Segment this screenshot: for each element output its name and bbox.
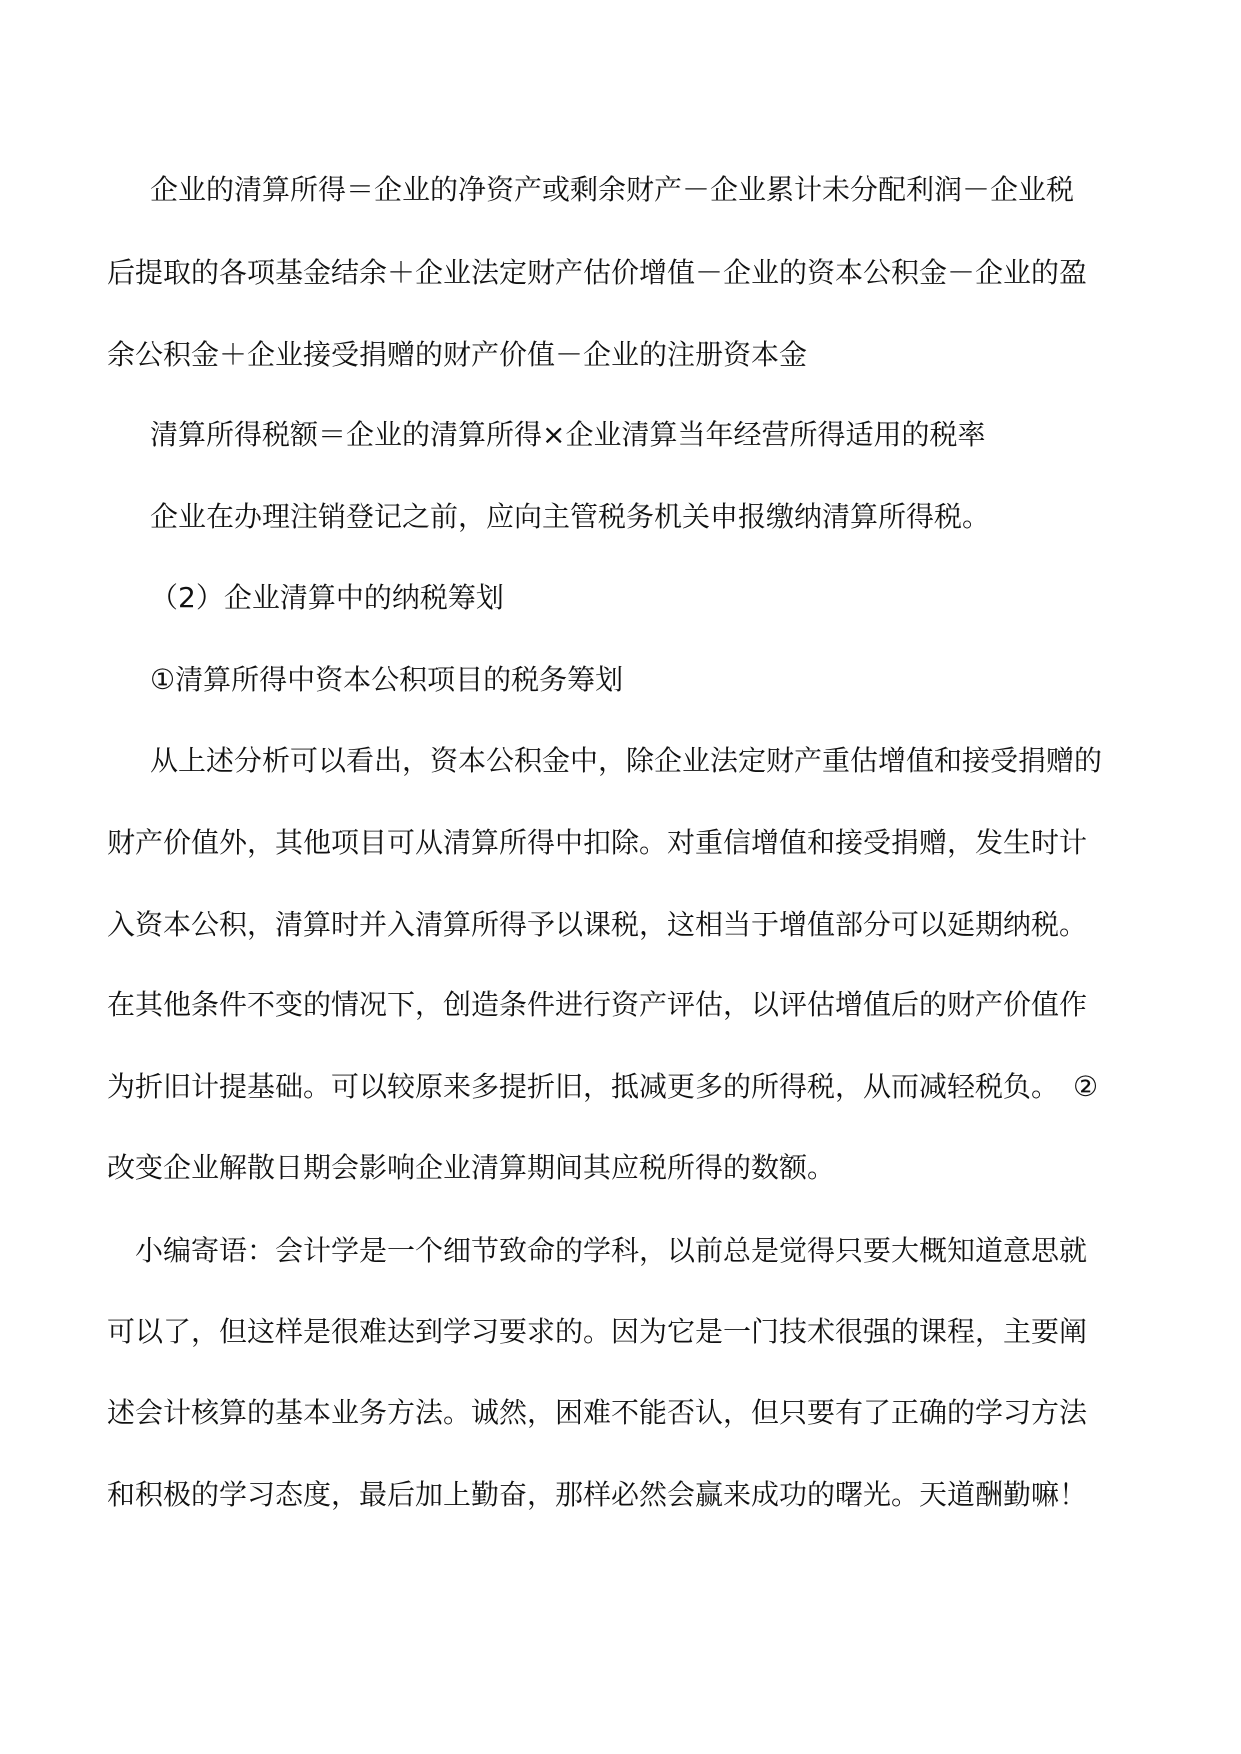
paragraph-line: 清算所得税额＝企业的清算所得×企业清算当年经营所得适用的税率 <box>150 418 986 451</box>
editor-note-line: 小编寄语：会计学是一个细节致命的学科，以前总是觉得只要大概知道意思就 <box>135 1234 1088 1267</box>
paragraph-line: 企业在办理注销登记之前，应向主管税务机关申报缴纳清算所得税。 <box>150 500 991 533</box>
paragraph-line: 财产价值外，其他项目可从清算所得中扣除。对重信增值和接受捐赠，发生时计 <box>107 826 1088 859</box>
paragraph-line: 企业的清算所得＝企业的净资产或剩余财产－企业累计未分配利润－企业税 <box>150 173 1075 206</box>
editor-note-line: 可以了，但这样是很难达到学习要求的。因为它是一门技术很强的课程，主要阐 <box>107 1315 1088 1348</box>
paragraph-line: 在其他条件不变的情况下，创造条件进行资产评估，以评估增值后的财产价值作 <box>107 988 1088 1021</box>
subsection-heading: ①清算所得中资本公积项目的税务筹划 <box>150 663 624 696</box>
paragraph-line: 为折旧计提基础。可以较原来多提折旧，抵减更多的所得税，从而减轻税负。 ② <box>107 1070 1099 1103</box>
section-heading: （2）企业清算中的纳税筹划 <box>150 581 504 614</box>
editor-note-line: 和积极的学习态度，最后加上勤奋，那样必然会赢来成功的曙光。天道酬勤嘛！ <box>107 1478 1088 1511</box>
paragraph-line: 改变企业解散日期会影响企业清算期间其应税所得的数额。 <box>107 1151 836 1184</box>
paragraph-line: 余公积金＋企业接受捐赠的财产价值－企业的注册资本金 <box>107 338 808 371</box>
paragraph-line: 后提取的各项基金结余＋企业法定财产估价增值－企业的资本公积金－企业的盈 <box>107 256 1088 289</box>
editor-note-line: 述会计核算的基本业务方法。诚然，困难不能否认，但只要有了正确的学习方法 <box>107 1396 1088 1429</box>
paragraph-line: 入资本公积，清算时并入清算所得予以课税，这相当于增值部分可以延期纳税。 <box>107 908 1088 941</box>
paragraph-line: 从上述分析可以看出，资本公积金中，除企业法定财产重估增值和接受捐赠的 <box>150 744 1103 777</box>
